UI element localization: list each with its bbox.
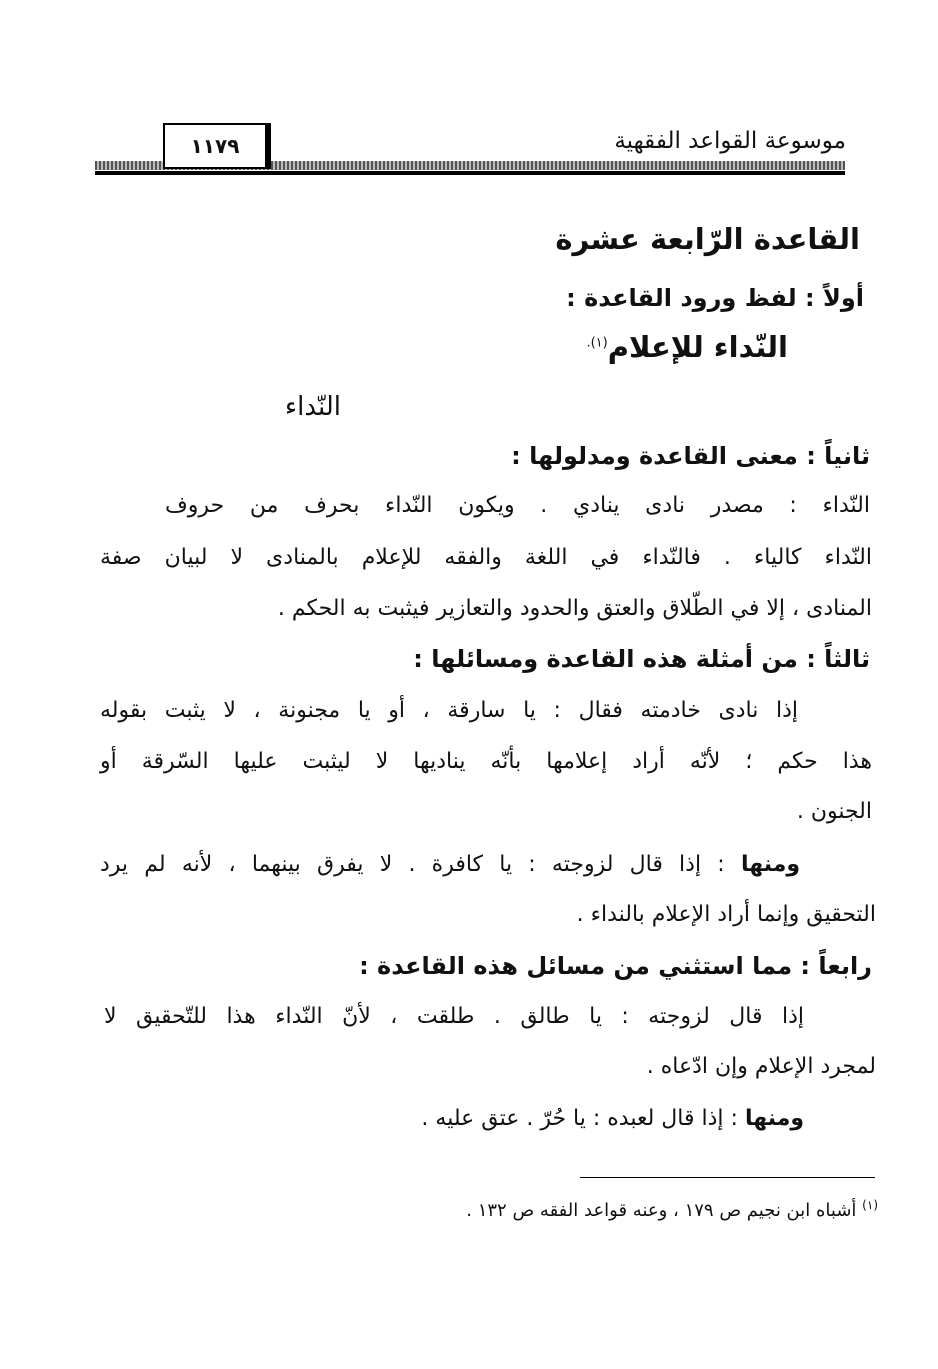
footnote-text: أشباه ابن نجيم ص ١٧٩ ، وعنه قواعد الفقه ص ١٣٢ . (466, 1200, 857, 1221)
section2-line-2: النّداء كالياء . فالنّداء في اللغة والفقه للإعلام بالمنادى لا لبيان صفة (100, 545, 872, 570)
section4-line-2: لمجرد الإعلام وإن ادّعاه . (646, 1054, 876, 1079)
section3-line-1: إذا نادى خادمته فقال : يا سارقة ، أو يا مجنونة ، لا يثبت بقوله (100, 698, 798, 723)
footnote (466, 1198, 878, 1221)
section4-line-1: إذا قال لزوجته : يا طالق . طلقت ، لأنّ النّداء هذا للتّحقيق لا (104, 1004, 804, 1029)
page-number-box (163, 123, 271, 169)
section1-heading: أولاً : لفظ ورود القاعدة : (566, 284, 864, 312)
footnote-separator (580, 1177, 875, 1178)
section3-heading: ثالثاً : من أمثلة هذه القاعدة ومسائلها : (413, 645, 870, 673)
page-number: ١١٧٩ (190, 134, 240, 158)
footnote-reference: (١). (586, 335, 608, 351)
section3-line-2: هذا حكم ؛ لأنّه أراد إعلامها بأنّه يناديها لا ليثبت عليها السّرقة أو (100, 749, 872, 774)
section2-heading: ثانياً : معنى القاعدة ومدلولها : (511, 442, 870, 470)
section3-example2-line-1 (100, 852, 800, 877)
section4-heading: رابعاً : مما استثني من مسائل هذه القاعدة : (359, 952, 872, 980)
footnote-mark: (١) (862, 1198, 878, 1212)
rule-statement-text: النّداء للإعلام (607, 330, 788, 364)
rule-statement (586, 330, 788, 364)
section4-example2-text: : إذا قال لعبده : يا حُرّ . عتق عليه . (421, 1106, 738, 1131)
section2-line-3: المنادى ، إلا في الطّلاق والعتق والحدود والتعازير فيثبت به الحكم . (277, 596, 872, 621)
section3-example2-line-2: التحقيق وإنما أراد الإعلام بالنداء . (576, 902, 876, 927)
example-lead-word: ومنها (740, 852, 800, 877)
section3-line-3: الجنون . (796, 799, 872, 824)
running-header-title: موسوعة القواعد الفقهية (614, 128, 846, 154)
header-solid-rule (95, 171, 845, 175)
rule-title: القاعدة الرّابعة عشرة (555, 222, 860, 256)
example-lead-word: ومنها (744, 1106, 804, 1131)
lone-word: النّداء (284, 392, 341, 422)
section3-example2-text: : إذا قال لزوجته : يا كافرة . لا يفرق بينهما ، لأنه لم يرد (100, 852, 725, 877)
section2-line-1 (118, 493, 870, 518)
section2-line-1-text: النّداء : مصدر نادى ينادي . ويكون النّداء بحرف من حروف (165, 493, 870, 518)
section4-example2 (421, 1106, 804, 1131)
